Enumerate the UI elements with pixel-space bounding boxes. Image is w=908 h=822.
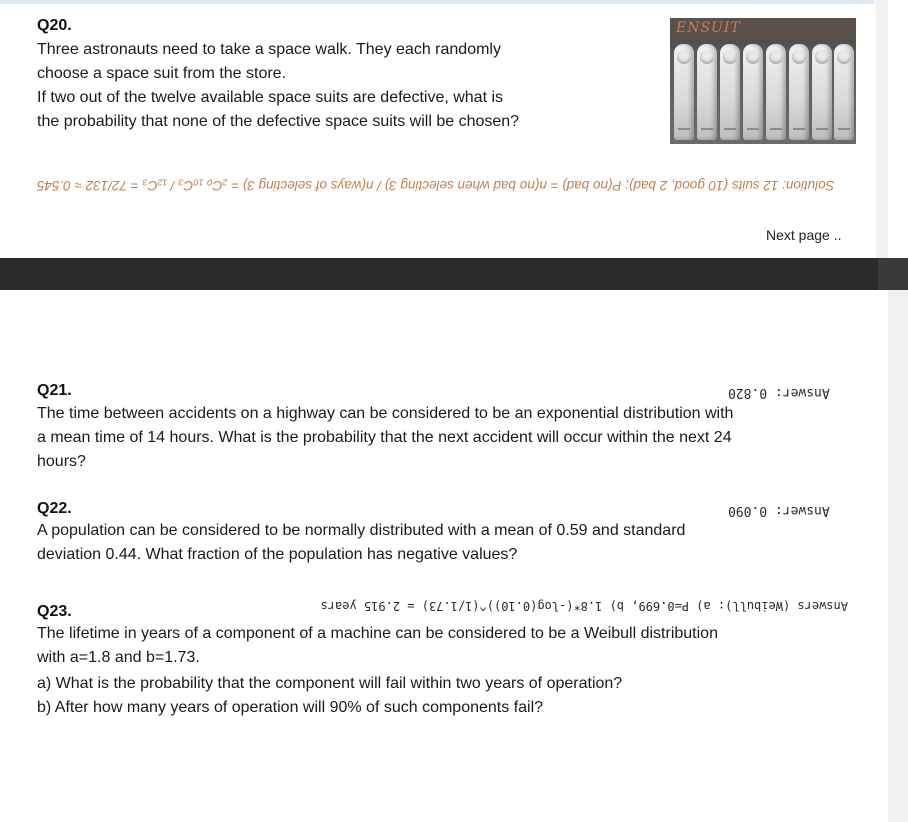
q21-line-3: hours? (37, 453, 86, 470)
q23-number: Q23. (37, 603, 72, 620)
q23-line-3: a) What is the probability that the component will fail within two years of operation? (37, 675, 623, 692)
space-suit-icon (789, 44, 809, 140)
space-suit-icon (834, 44, 854, 140)
space-suit-icon (674, 44, 694, 140)
q20-number: Q20. (37, 17, 72, 34)
space-suit-icon (812, 44, 832, 140)
q21-number: Q21. (37, 382, 72, 399)
space-suit-icon (697, 44, 717, 140)
top-rule (0, 0, 875, 4)
q20-text (37, 38, 637, 134)
right-margin-top (876, 0, 888, 258)
q22-number: Q22. (37, 500, 72, 517)
q23-line-4: b) After how many years of operation will 90% of such components fail? (37, 699, 544, 716)
q21-line-1: The time between accidents on a highway can be considered to be an exponential distribution with (37, 405, 734, 422)
q22-line-1: A population can be considered to be normally distributed with a mean of 0.59 and standard (37, 522, 686, 539)
q22-answer-upside-down: Answer: 0.090 (728, 503, 830, 518)
q21-answer-upside-down: Answer: 0.820 (728, 385, 830, 400)
space-suit-icon (720, 44, 740, 140)
photo-caption: ENSUIT (676, 20, 741, 36)
q20-solution-upside-down: Solution: 12 suits (10 good, 2 bad); P(no bad) = n(no bad when selecting 3) / n(ways of selecting 3) = ₂C₀ ₁₀C₃ / ₁₂C₃ = 72/132 ≈ 0.545 (37, 178, 835, 193)
q23-line-1: The lifetime in years of a component of a machine can be considered to be a Weibull distribution (37, 625, 718, 642)
photo-banner (670, 18, 856, 40)
space-suit-icon (743, 44, 763, 140)
q20-line-1: Three astronauts need to take a space walk. They each randomly (37, 41, 501, 58)
astronaut-suits-photo (670, 18, 856, 144)
space-suit-icon (766, 44, 786, 140)
q23-answer-upside-down: Answers (Weibull): a) P=0.699, b) 1.8*(-log(0.10))^(1/1.73) = 2.915 years (320, 599, 848, 613)
q20-line-2: choose a space suit from the store. (37, 65, 287, 82)
q23-line-2: with a=1.8 and b=1.73. (37, 649, 200, 666)
next-page-note: Next page .. (766, 227, 842, 243)
q23-text (37, 622, 857, 720)
page-break-band (0, 258, 908, 290)
q20-line-3: If two out of the twelve available space suits are defective, what is (37, 89, 504, 106)
q22-text (37, 519, 857, 567)
q22-line-2: deviation 0.44. What fraction of the population has negative values? (37, 546, 518, 563)
q21-text (37, 402, 857, 474)
page-break-edge (878, 258, 908, 290)
q20-line-4: the probability that none of the defective space suits will be chosen? (37, 113, 520, 130)
right-margin-bottom (888, 290, 908, 822)
q21-line-2: a mean time of 14 hours. What is the probability that the next accident will occur within the next 24 (37, 429, 732, 446)
page-top (0, 0, 908, 258)
